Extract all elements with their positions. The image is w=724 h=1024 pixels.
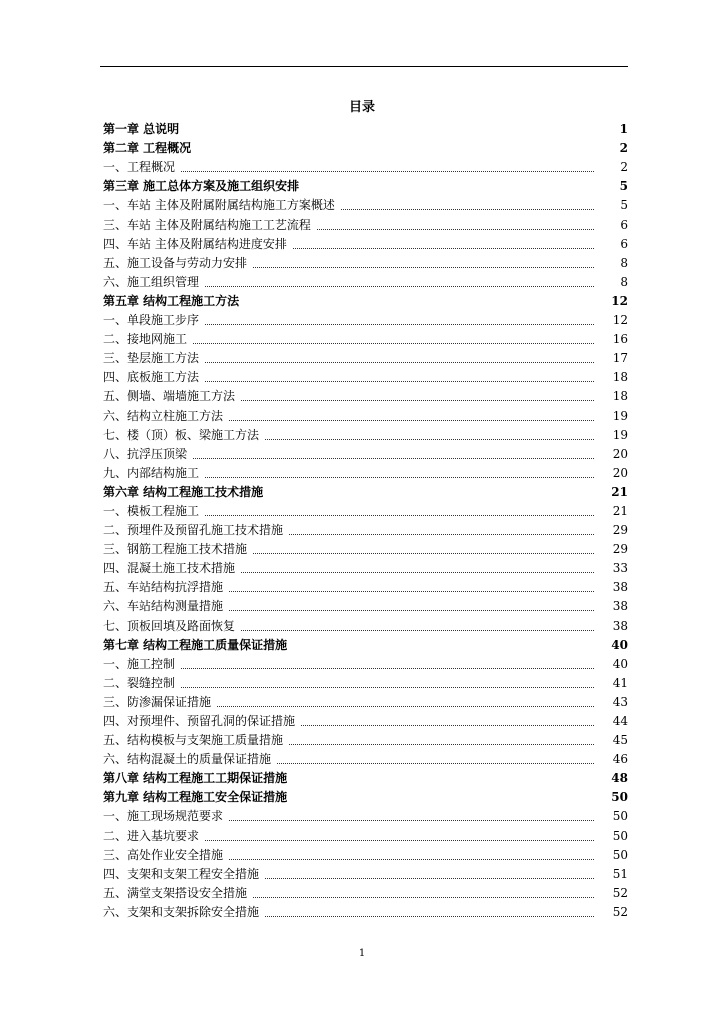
toc-chapter-entry[interactable]	[103, 769, 628, 788]
toc-entry-page: 52	[612, 885, 628, 900]
dot-leader	[205, 323, 594, 325]
dot-leader	[229, 609, 594, 611]
toc-section-entry[interactable]	[103, 750, 628, 769]
toc-entry-page: 12	[611, 293, 628, 308]
table-of-contents	[103, 120, 628, 922]
toc-entry-label: 五、车站结构抗浮措施	[103, 580, 224, 595]
toc-section-entry[interactable]	[103, 521, 628, 540]
toc-section-entry[interactable]	[103, 903, 628, 922]
dot-leader	[217, 705, 594, 707]
toc-entry-label: 六、支架和支架拆除安全措施	[103, 904, 260, 919]
toc-entry-label: 第五章 结构工程施工方法	[103, 293, 240, 308]
dot-leader	[181, 170, 594, 172]
toc-entry-label: 二、预埋件及预留孔施工技术措施	[103, 523, 284, 538]
dot-leader	[205, 514, 594, 516]
toc-entry-page: 38	[612, 580, 628, 595]
dot-leader	[293, 801, 594, 802]
toc-entry-label: 四、车站 主体及附属结构进度安排	[103, 236, 287, 251]
toc-section-entry[interactable]	[103, 597, 628, 616]
toc-entry-label: 一、车站 主体及附属附属结构施工方案概述	[103, 198, 335, 213]
toc-section-entry[interactable]	[103, 254, 628, 273]
toc-entry-page: 50	[612, 828, 628, 843]
toc-entry-label: 第六章 结构工程施工技术措施	[103, 484, 264, 499]
dot-leader	[265, 877, 594, 879]
dot-leader	[253, 552, 594, 554]
dot-leader	[205, 476, 594, 478]
dot-leader	[289, 743, 594, 745]
toc-entry-label: 四、混凝土施工技术措施	[103, 561, 236, 576]
dot-leader	[305, 190, 594, 191]
toc-chapter-entry[interactable]	[103, 177, 628, 196]
toc-section-entry[interactable]	[103, 807, 628, 826]
dot-leader	[277, 762, 594, 764]
dot-leader	[241, 399, 594, 401]
toc-entry-page: 52	[612, 904, 628, 919]
page-number: 1	[358, 948, 366, 959]
toc-chapter-entry[interactable]	[103, 120, 628, 139]
toc-entry-label: 六、车站结构测量措施	[103, 599, 224, 614]
toc-section-entry[interactable]	[103, 655, 628, 674]
dot-leader	[241, 629, 594, 631]
toc-entry-page: 6	[620, 236, 628, 251]
dot-leader	[205, 380, 594, 382]
toc-entry-label: 五、施工设备与劳动力安排	[103, 255, 248, 270]
toc-entry-label: 一、工程概况	[103, 160, 176, 175]
dot-leader	[185, 133, 594, 134]
dot-leader	[253, 266, 594, 268]
dot-leader	[229, 419, 594, 421]
toc-entry-label: 一、模板工程施工	[103, 503, 200, 518]
toc-entry-page: 17	[612, 351, 628, 366]
dot-leader	[293, 782, 594, 783]
dot-leader	[193, 342, 594, 344]
toc-entry-label: 三、防渗漏保证措施	[103, 694, 212, 709]
toc-entry-label: 四、底板施工方法	[103, 370, 200, 385]
toc-entry-page: 19	[612, 427, 628, 442]
toc-entry-page: 29	[612, 542, 628, 557]
toc-entry-page: 43	[612, 694, 628, 709]
toc-entry-page: 44	[612, 714, 628, 728]
toc-entry-label: 六、结构混凝土的质量保证措施	[103, 752, 272, 767]
dot-leader	[205, 361, 594, 363]
toc-entry-page: 2	[619, 141, 628, 156]
toc-entry-label: 二、裂缝控制	[103, 675, 176, 690]
toc-entry-page: 50	[612, 847, 628, 862]
toc-entry-page: 45	[612, 733, 628, 748]
toc-entry-page: 20	[612, 446, 628, 461]
toc-entry-page: 5	[620, 198, 628, 213]
toc-entry-label: 五、侧墙、端墙施工方法	[103, 389, 236, 404]
toc-section-entry[interactable]	[103, 712, 628, 731]
toc-entry-label: 第三章 施工总体方案及施工组织安排	[103, 179, 300, 194]
toc-entry-page: 50	[611, 790, 628, 805]
toc-entry-page: 6	[620, 217, 628, 232]
toc-section-entry[interactable]	[103, 559, 628, 578]
toc-entry-label: 六、施工组织管理	[103, 274, 200, 289]
toc-entry-page: 8	[620, 274, 628, 289]
toc-entry-page: 2	[620, 160, 628, 175]
toc-entry-label: 第八章 结构工程施工工期保证措施	[103, 771, 288, 786]
toc-entry-label: 四、支架和支架工程安全措施	[103, 866, 260, 881]
toc-chapter-entry[interactable]	[103, 483, 628, 502]
toc-entry-page: 38	[612, 618, 628, 633]
toc-section-entry[interactable]	[103, 235, 628, 254]
toc-entry-label: 七、楼（顶）板、梁施工方法	[103, 427, 260, 442]
toc-section-entry[interactable]	[103, 846, 628, 865]
toc-section-entry[interactable]	[103, 502, 628, 521]
toc-entry-page: 19	[612, 408, 628, 423]
toc-entry-label: 第二章 工程概况	[103, 141, 192, 156]
toc-entry-page: 48	[611, 771, 628, 786]
toc-section-entry[interactable]	[103, 215, 628, 234]
toc-entry-label: 八、抗浮压顶梁	[103, 446, 188, 461]
toc-entry-page: 29	[612, 523, 628, 538]
toc-entry-label: 第九章 结构工程施工安全保证措施	[103, 790, 288, 805]
toc-entry-page: 18	[612, 389, 628, 404]
dot-leader	[301, 724, 594, 726]
toc-section-entry[interactable]	[103, 445, 628, 464]
toc-entry-label: 第一章 总说明	[103, 122, 180, 137]
dot-leader	[229, 858, 594, 860]
toc-section-entry[interactable]	[103, 158, 628, 177]
dot-leader	[229, 819, 594, 821]
toc-entry-label: 二、接地网施工	[103, 332, 188, 347]
toc-chapter-entry[interactable]	[103, 788, 628, 807]
toc-section-entry[interactable]	[103, 865, 628, 884]
toc-section-entry[interactable]	[103, 273, 628, 292]
toc-section-entry[interactable]	[103, 826, 628, 845]
dot-leader	[241, 571, 594, 573]
toc-section-entry[interactable]	[103, 311, 628, 330]
toc-entry-label: 四、对预埋件、预留孔洞的保证措施	[103, 714, 296, 728]
toc-entry-page: 21	[611, 484, 628, 499]
dot-leader	[269, 496, 594, 497]
toc-entry-label: 三、高处作业安全措施	[103, 847, 224, 862]
toc-entry-page: 1	[619, 122, 628, 137]
toc-section-entry[interactable]	[103, 540, 628, 559]
toc-section-entry[interactable]	[103, 884, 628, 903]
toc-section-entry[interactable]	[103, 731, 628, 750]
toc-section-entry[interactable]	[103, 578, 628, 597]
dot-leader	[181, 667, 594, 669]
toc-entry-page: 40	[612, 656, 628, 671]
toc-entry-label: 二、进入基坑要求	[103, 828, 200, 843]
toc-title: 目录	[348, 100, 375, 115]
dot-leader	[245, 305, 594, 306]
dot-leader	[229, 590, 594, 592]
toc-section-entry[interactable]	[103, 464, 628, 483]
toc-chapter-entry[interactable]	[103, 292, 628, 311]
toc-entry-label: 六、结构立柱施工方法	[103, 408, 224, 423]
toc-entry-label: 一、施工控制	[103, 656, 176, 671]
toc-entry-page: 18	[612, 370, 628, 385]
toc-entry-page: 41	[612, 675, 628, 690]
toc-entry-label: 三、车站 主体及附属结构施工工艺流程	[103, 217, 311, 232]
dot-leader	[317, 228, 594, 230]
toc-section-entry[interactable]	[103, 674, 628, 693]
toc-entry-label: 一、单段施工步序	[103, 313, 200, 328]
toc-entry-page: 40	[611, 637, 628, 652]
dot-leader	[205, 839, 594, 841]
dot-leader	[293, 247, 594, 249]
toc-entry-page: 16	[612, 332, 628, 347]
toc-entry-label: 第七章 结构工程施工质量保证措施	[103, 637, 288, 652]
toc-entry-page: 21	[612, 503, 628, 518]
toc-section-entry[interactable]	[103, 616, 628, 635]
toc-section-entry[interactable]	[103, 349, 628, 368]
toc-entry-page: 5	[619, 179, 628, 194]
dot-leader	[265, 915, 594, 917]
toc-section-entry[interactable]	[103, 387, 628, 406]
dot-leader	[181, 686, 594, 688]
header-rule	[100, 66, 628, 67]
toc-entry-label: 五、结构模板与支架施工质量措施	[103, 733, 284, 748]
dot-leader	[265, 438, 594, 440]
toc-entry-page: 12	[612, 313, 628, 328]
toc-entry-page: 8	[620, 255, 628, 270]
toc-section-entry[interactable]	[103, 368, 628, 387]
toc-entry-label: 三、垫层施工方法	[103, 351, 200, 366]
toc-entry-page: 33	[612, 561, 628, 576]
toc-section-entry[interactable]	[103, 693, 628, 712]
toc-section-entry[interactable]	[103, 196, 628, 215]
dot-leader	[193, 457, 594, 459]
toc-entry-page: 51	[612, 866, 628, 881]
toc-entry-label: 九、内部结构施工	[103, 465, 200, 480]
toc-entry-label: 一、施工现场规范要求	[103, 809, 224, 824]
toc-section-entry[interactable]	[103, 406, 628, 425]
toc-entry-label: 七、顶板回填及路面恢复	[103, 618, 236, 633]
toc-section-entry[interactable]	[103, 426, 628, 445]
dot-leader	[197, 152, 594, 153]
toc-entry-label: 三、钢筋工程施工技术措施	[103, 542, 248, 557]
dot-leader	[205, 285, 594, 287]
dot-leader	[289, 533, 594, 535]
toc-entry-page: 38	[612, 599, 628, 614]
toc-entry-label: 五、满堂支架搭设安全措施	[103, 885, 248, 900]
toc-entry-page: 50	[612, 809, 628, 824]
dot-leader	[341, 208, 594, 210]
toc-chapter-entry[interactable]	[103, 139, 628, 158]
toc-section-entry[interactable]	[103, 330, 628, 349]
toc-chapter-entry[interactable]	[103, 636, 628, 655]
toc-entry-page: 46	[612, 752, 628, 767]
dot-leader	[253, 896, 594, 898]
dot-leader	[293, 649, 594, 650]
toc-entry-page: 20	[612, 465, 628, 480]
